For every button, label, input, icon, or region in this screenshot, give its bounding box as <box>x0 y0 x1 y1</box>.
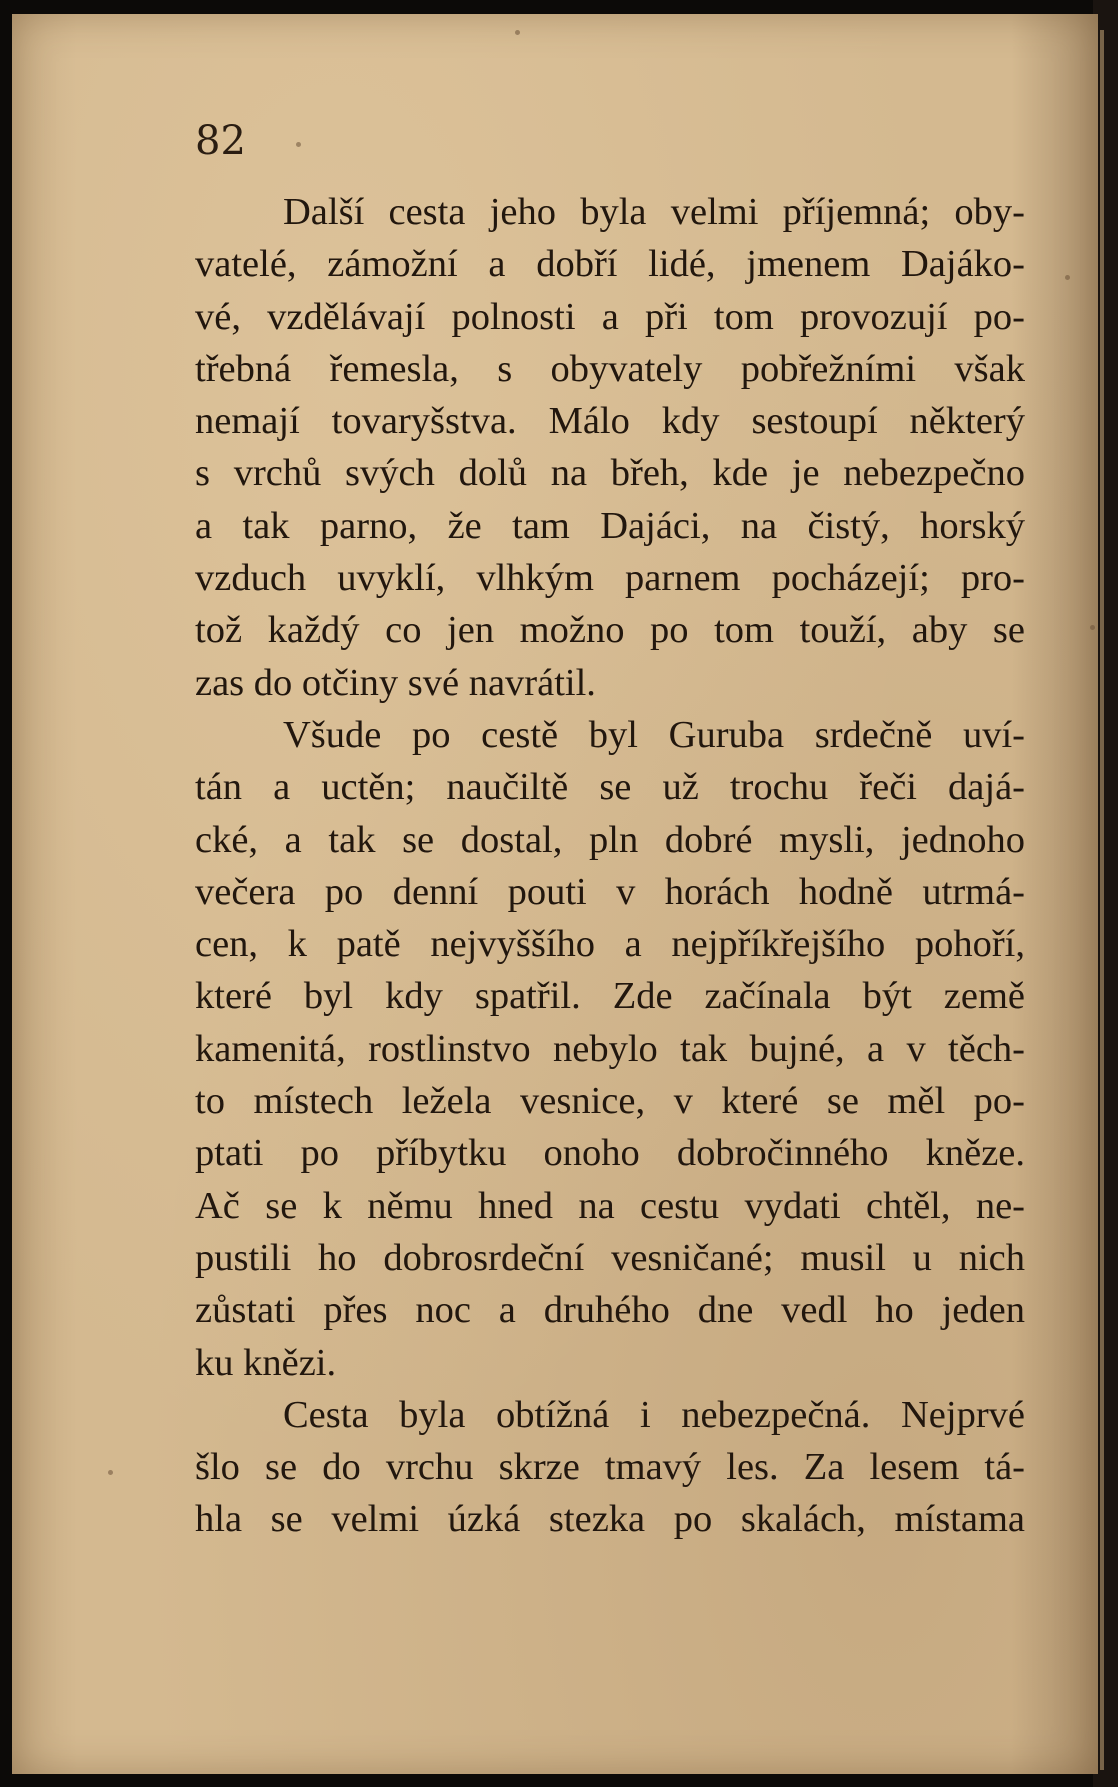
text-line: s vrchů svých dolů na břeh, kde je nebezpečno <box>195 452 1025 495</box>
text-line: tož každý co jen možno po tom touží, aby se <box>195 609 1025 652</box>
text-line: večera po denní pouti v horách hodně utrmá- <box>195 870 1025 913</box>
text-line: Další cesta jeho byla velmi příjemná; oby- <box>283 191 1025 233</box>
text-line: pustili ho dobrosrdeční vesničané; musil u nich <box>195 1236 1025 1279</box>
text-line: vé, vzdělávají polnosti a při tom provozují po- <box>195 295 1025 338</box>
text-line: nemají tovaryšstva. Málo kdy sestoupí některý <box>195 400 1025 443</box>
text-line: které byl kdy spatřil. Zde začínala být země <box>195 975 1025 1018</box>
text-line: Všude po cestě byl Guruba srdečně uví- <box>283 713 1025 756</box>
text-line: ptati po příbytku onoho dobročinného kněze. <box>195 1132 1025 1175</box>
text-line: to místech ležela vesnice, v které se měl po- <box>195 1080 1025 1123</box>
text-line: a tak parno, že tam Dajáci, na čistý, horský <box>195 504 1025 547</box>
text-line: Cesta byla obtížná i nebezpečná. Nejprvé <box>283 1393 1025 1436</box>
page-number: 82 <box>195 118 246 164</box>
text-line: třebná řemesla, s obyvately pobřežními však <box>195 347 1025 390</box>
text-line: Ač se k němu hned na cestu vydati chtěl, ne- <box>195 1184 1025 1227</box>
paper-speck <box>1065 275 1070 280</box>
text-line: šlo se do vrchu skrze tmavý les. Za lesem tá- <box>195 1446 1025 1489</box>
text-line: zůstati přes noc a druhého dne vedl ho jeden <box>195 1289 1025 1332</box>
text-line: hla se velmi úzká stezka po skalách, místama <box>195 1498 1025 1541</box>
paper-speck <box>515 30 520 35</box>
text-line: ku knězi. <box>195 1341 337 1384</box>
text-line: vzduch uvyklí, vlhkým parnem pocházejí; pro- <box>195 557 1025 600</box>
text-line: cen, k patě nejvyššího a nejpříkřejšího pohoří, <box>195 923 1025 966</box>
paper-speck <box>108 1470 113 1475</box>
text-line: zas do otčiny své navrátil. <box>195 661 596 704</box>
text-line: tán a uctěn; naučiltě se už trochu řeči dajá- <box>195 766 1025 809</box>
paper-speck <box>296 142 301 147</box>
body-text <box>195 186 1025 1546</box>
text-line: kamenitá, rostlinstvo nebylo tak bujné, a v těch- <box>195 1027 1025 1070</box>
text-line: cké, a tak se dostal, pln dobré mysli, jednoho <box>195 818 1025 861</box>
text-line: vatelé, zámožní a dobří lidé, jmenem Dajáko- <box>195 243 1025 286</box>
paper-speck <box>1090 625 1095 630</box>
